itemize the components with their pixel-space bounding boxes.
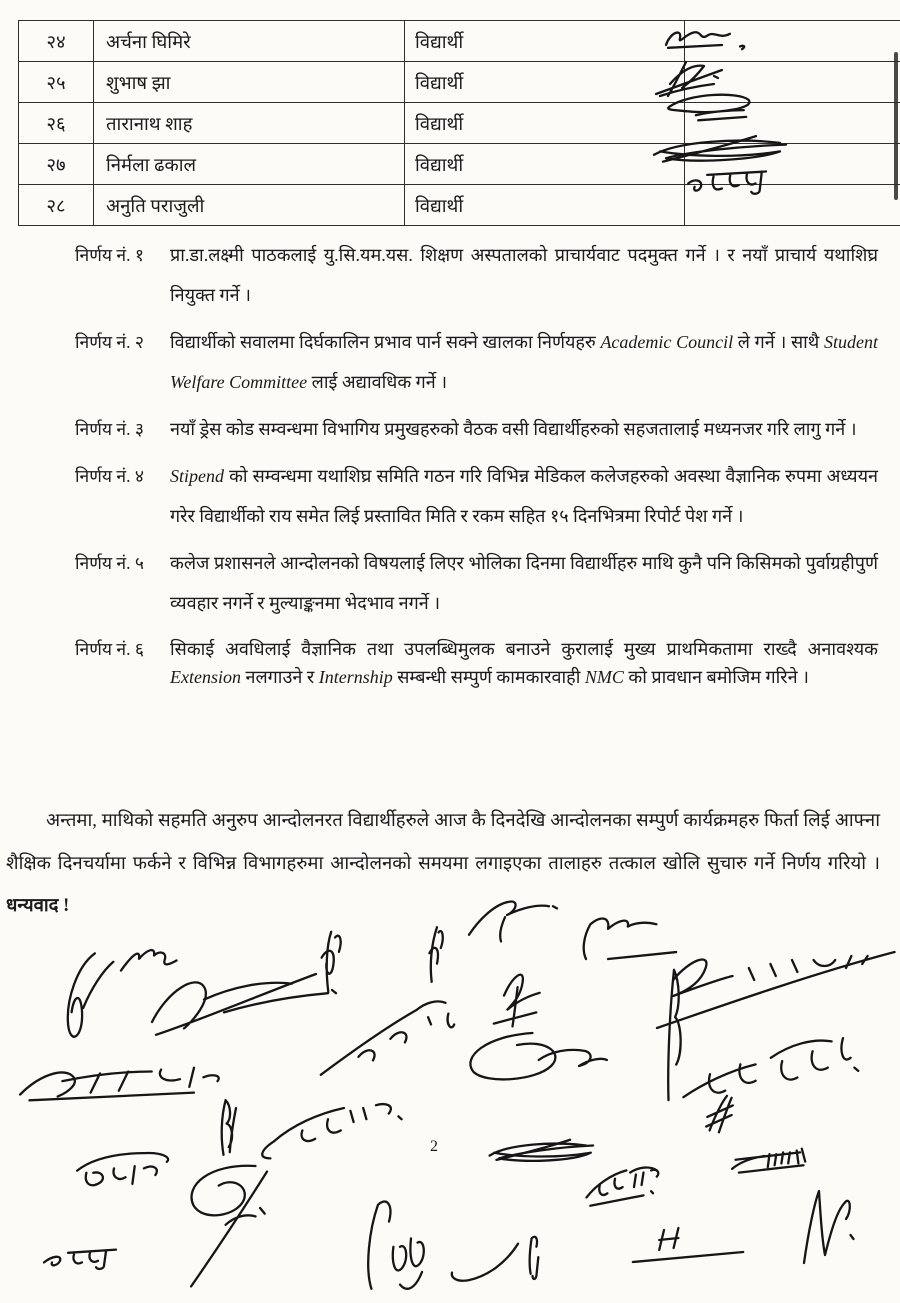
closing-paragraph: अन्तमा, माथिको सहमति अनुरुप आन्दोलनरत विद्यार्थीहरुले आज कै दिनदेखि आन्दोलनका सम्पुर्ण कार्यक्रमहरु फिर्ता लिई आफ्ना शैक्षिक दिनचर्यामा फर्कने र विभिन्न विभागहरुमा आन्दोलनको समयमा लगाइएका तालाहरु तत्काल खोलि सुचारु गर्ने निर्णय गरियो । धन्यवाद ! — [6, 811, 880, 916]
attendance-table — [18, 20, 900, 226]
name-cell: निर्मला ढकाल — [94, 144, 405, 185]
signature-cell — [685, 144, 900, 185]
designation-cell: विद्यार्थी — [405, 185, 685, 226]
table-row — [19, 62, 900, 103]
decision-text: सिकाई अवधिलाई वैज्ञानिक तथा उपलब्धिमुलक बनाउने कुरालाई मुख्य प्राथमिकतामा राख्दै अनावश्यक Extension नलगाउने र Internship सम्बन्धी सम्पुर्ण कामकारवाही NMC को प्रावधान बमोजिम गरिने । — [170, 639, 878, 687]
decision-text: नयाँ ड्रेस कोड सम्वन्धमा विभागिय प्रमुखहरुको वैठक वसी विद्यार्थीहरुको सहजतालाई मध्यनजर गरि लागु गर्ने । — [170, 419, 857, 439]
designation-cell: विद्यार्थी — [405, 62, 685, 103]
decision-item-6 — [75, 630, 878, 691]
signature-scribble — [652, 958, 707, 1106]
signature-scribble — [315, 992, 460, 1082]
page-number: 2 — [430, 1138, 438, 1155]
decision-label: निर्णय नं. ४ — [75, 466, 144, 486]
decision-label: निर्णय नं. ३ — [75, 419, 144, 439]
decision-list — [75, 235, 878, 698]
serial-number-cell: २४ — [19, 21, 94, 62]
signature-scribble — [487, 962, 572, 1032]
signature-scribble — [210, 1095, 262, 1160]
signature-scribble — [630, 940, 900, 1040]
designation-cell: विद्यार्थी — [405, 144, 685, 185]
decision-text: Stipend को सम्वन्धमा यथाशिघ्र समिति गठन गरि विभिन्न मेडिकल कलेजहरुको अवस्था वैज्ञानिक रुपमा अध्ययन गरेर विद्यार्थीको राय समेत लिई प्रस्तावित मिति र रकम सहित १५ दिनभित्रमा रिपोर्ट पेश गर्ने । — [170, 466, 878, 526]
name-cell: तारानाथ शाह — [94, 103, 405, 144]
signature-scribble — [6, 1060, 241, 1108]
decision-text: विद्यार्थीको सवालमा दिर्घकालिन प्रभाव पार्न सक्ने खालका निर्णयहरु Academic Council ले गर्ने । साथै Student Welfare Committee लाई अद्यावधिक गर्ने । — [170, 332, 878, 392]
signature-scribble — [175, 1152, 290, 1292]
signature-scribble — [698, 1092, 756, 1140]
decision-label: निर्णय नं. ६ — [75, 639, 144, 659]
decision-label: निर्णय नं. २ — [75, 332, 144, 352]
designation-cell: विद्यार्थी — [405, 21, 685, 62]
signature-scribble — [522, 1228, 570, 1280]
serial-number-cell: २५ — [19, 62, 94, 103]
decision-item-3 — [75, 409, 878, 449]
signature-scribble — [312, 926, 360, 998]
decision-label: निर्णय नं. ५ — [75, 553, 144, 573]
decision-text: प्रा.डा.लक्ष्मी पाठकलाई यु.सि.यम.यस. शिक्षण अस्पतालको प्राचार्यवाट पदमुक्त गर्ने । र नयाँ प्राचार्य यथाशिघ्र नियुक्त गर्ने । — [170, 245, 878, 305]
signature-scribble — [68, 1142, 183, 1197]
decision-text: कलेज प्रशासनले आन्दोलनको विषयलाई लिएर भोलिका दिनमा विद्यार्थीहरु माथि कुनै पनि किसिमको पुर्वाग्रहीपुर्ण व्यवहार नगर्ने र मुल्याङ्कनमा भेदभाव नगर्ने । — [170, 553, 878, 613]
name-cell: शुभाष झा — [94, 62, 405, 103]
signature-scribble — [60, 945, 118, 1050]
table-row — [19, 144, 900, 185]
signature-scribble — [38, 1240, 138, 1280]
signature-scribble — [485, 1134, 600, 1170]
name-cell: अनुति पराजुली — [94, 185, 405, 226]
signature-scribble — [118, 942, 193, 984]
serial-number-cell: २६ — [19, 103, 94, 144]
signature-scribble — [446, 1238, 521, 1286]
scan-edge-artifact — [894, 52, 898, 200]
signature-scribble — [628, 1222, 748, 1272]
decision-item-5 — [75, 543, 878, 623]
signature-scribble — [792, 1175, 867, 1275]
table-row — [19, 103, 900, 144]
signature-scribble — [418, 922, 456, 987]
decision-label: निर्णय नं. १ — [75, 245, 144, 265]
signature-scribble — [140, 958, 340, 1038]
signature-scribble — [577, 1160, 672, 1212]
signature-scribble — [672, 1025, 862, 1107]
signature-scribble — [727, 1145, 812, 1191]
designation-cell: विद्यार्थी — [405, 103, 685, 144]
signature-cell — [685, 103, 900, 144]
signature-scribble — [345, 1188, 455, 1293]
serial-number-cell: २८ — [19, 185, 94, 226]
signature-cell — [685, 62, 900, 103]
signature-cell — [685, 185, 900, 226]
table-row — [19, 185, 900, 226]
signature-scribble — [455, 1018, 610, 1093]
signature-cell — [685, 21, 900, 62]
table-row — [19, 21, 900, 62]
name-cell: अर्चना घिमिरे — [94, 21, 405, 62]
decision-item-4 — [75, 456, 878, 536]
decision-item-2 — [75, 322, 878, 402]
serial-number-cell: २७ — [19, 144, 94, 185]
decision-item-1 — [75, 235, 878, 315]
signature-scribble — [248, 1094, 408, 1164]
